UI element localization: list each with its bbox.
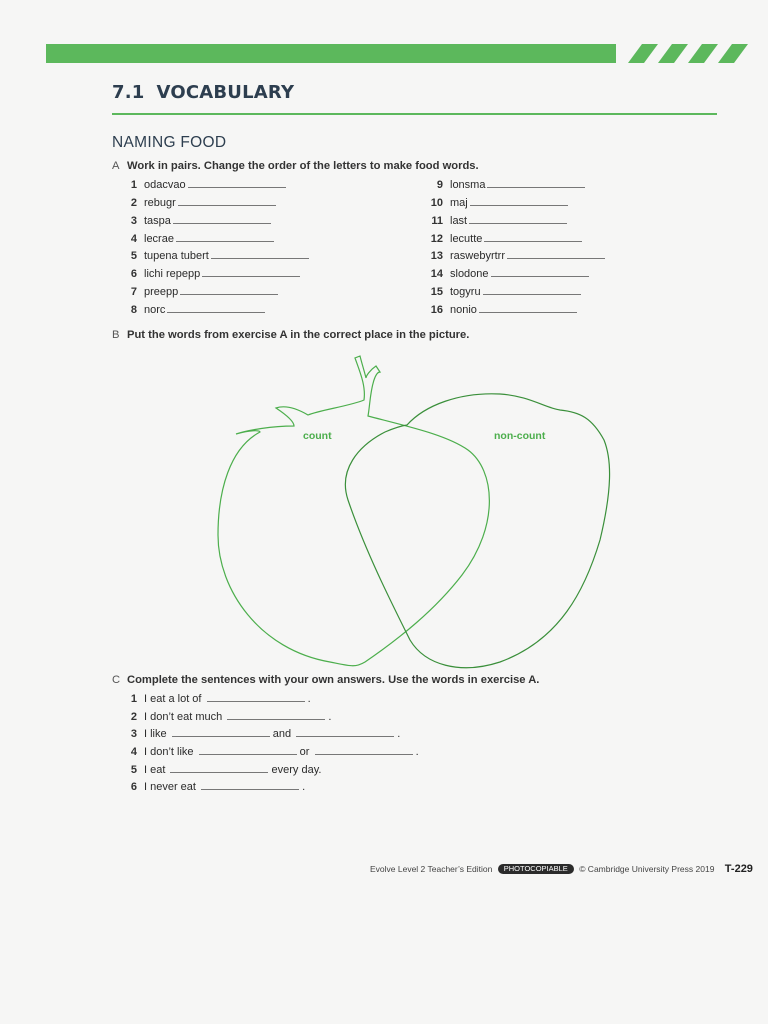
- list-item: [130, 285, 278, 299]
- list-item: [430, 303, 577, 317]
- count-fruit-outline: [218, 356, 489, 666]
- answer-blank[interactable]: [483, 285, 581, 295]
- sentence-text: I never eat: [144, 781, 196, 793]
- list-item: [431, 214, 567, 228]
- sentence-text: I eat: [144, 764, 166, 776]
- item-number: 6: [130, 268, 137, 280]
- sentence-end: every day.: [271, 764, 322, 776]
- item-number: 1: [130, 179, 137, 191]
- scrambled-word: maj: [450, 197, 468, 209]
- sentence-text: I like: [144, 728, 167, 740]
- answer-blank[interactable]: [176, 232, 274, 242]
- answer-blank[interactable]: [173, 214, 271, 224]
- answer-blank[interactable]: [227, 710, 325, 720]
- page-title: [112, 82, 294, 103]
- non-count-label: non-count: [494, 430, 546, 442]
- item-number: 3: [130, 728, 137, 740]
- answer-blank[interactable]: [315, 745, 413, 755]
- list-item: [130, 232, 274, 246]
- sentence-end: .: [307, 693, 311, 705]
- page-number: T-229: [724, 863, 753, 875]
- answer-blank[interactable]: [199, 745, 297, 755]
- edition-text: Evolve Level 2 Teacher’s Edition: [370, 864, 493, 874]
- venn-diagram: [200, 350, 630, 680]
- list-item: [436, 178, 585, 192]
- instruction-text: Put the words from exercise A in the correct place in the picture.: [127, 329, 470, 341]
- answer-blank[interactable]: [479, 303, 577, 313]
- sentence-end: .: [302, 781, 306, 793]
- sentence-item: [130, 745, 419, 759]
- item-number: 1: [130, 693, 137, 705]
- copyright-text: © Cambridge University Press 2019: [579, 864, 715, 874]
- non-count-fruit-outline: [345, 394, 609, 668]
- photocopiable-badge: PHOTOCOPIABLE: [498, 864, 574, 874]
- section-number: 7.1: [112, 82, 145, 103]
- item-number: 16: [430, 304, 443, 316]
- list-item: [430, 267, 589, 281]
- answer-blank[interactable]: [201, 780, 299, 790]
- instruction-text: Work in pairs. Change the order of the letters to make food words.: [127, 160, 479, 172]
- scrambled-word: norc: [144, 304, 166, 316]
- exercise-letter: B: [112, 329, 120, 341]
- answer-blank[interactable]: [296, 727, 394, 737]
- scrambled-word: tupena tubert: [144, 250, 209, 262]
- sentence-end: .: [328, 711, 332, 723]
- page-footer: [370, 862, 753, 876]
- scrambled-word: rebugr: [144, 197, 176, 209]
- list-item: [130, 249, 309, 263]
- item-number: 11: [431, 215, 443, 227]
- answer-blank[interactable]: [207, 692, 305, 702]
- sentence-connector: or: [299, 746, 310, 758]
- list-item: [130, 214, 271, 228]
- sentence-item: [130, 780, 306, 794]
- section-subtitle: NAMING FOOD: [112, 134, 227, 151]
- sentence-text: I don’t eat much: [144, 711, 223, 723]
- list-item: [430, 249, 605, 263]
- exercise-b-instruction: [112, 329, 469, 341]
- exercise-letter: A: [112, 160, 120, 172]
- scrambled-word: lichi repepp: [144, 268, 201, 280]
- scrambled-word: raswebyrtrr: [450, 250, 506, 262]
- scrambled-word: preepp: [144, 286, 179, 298]
- exercise-a-instruction: [112, 160, 479, 172]
- exercise-letter: C: [112, 674, 121, 686]
- item-number: 5: [130, 764, 137, 776]
- item-number: 4: [130, 746, 137, 758]
- sentence-item: [130, 710, 332, 724]
- answer-blank[interactable]: [211, 249, 309, 259]
- item-number: 13: [430, 250, 443, 262]
- item-number: 3: [130, 215, 137, 227]
- header-banner: [46, 44, 748, 63]
- scrambled-word: nonio: [450, 304, 477, 316]
- answer-blank[interactable]: [491, 267, 589, 277]
- scrambled-word: slodone: [450, 268, 489, 280]
- sentence-item: [130, 763, 322, 777]
- item-number: 2: [130, 197, 137, 209]
- count-label: count: [303, 430, 332, 442]
- sentence-item: [130, 692, 311, 706]
- exercise-c-instruction: [112, 674, 539, 686]
- list-item: [130, 196, 276, 210]
- list-item: [430, 196, 568, 210]
- answer-blank[interactable]: [487, 178, 585, 188]
- answer-blank[interactable]: [178, 196, 276, 206]
- answer-blank[interactable]: [172, 727, 270, 737]
- item-number: 9: [436, 179, 443, 191]
- item-number: 14: [430, 268, 443, 280]
- item-number: 8: [130, 304, 137, 316]
- section-title: VOCABULARY: [156, 82, 295, 103]
- answer-blank[interactable]: [469, 214, 567, 224]
- sentence-connector: and: [272, 728, 292, 740]
- sentence-end: .: [415, 746, 419, 758]
- sentence-item: [130, 727, 401, 741]
- scrambled-word: lonsma: [450, 179, 486, 191]
- answer-blank[interactable]: [484, 232, 582, 242]
- item-number: 2: [130, 711, 137, 723]
- scrambled-word: lecutte: [450, 233, 483, 245]
- list-item: [430, 232, 582, 246]
- item-number: 4: [130, 233, 137, 245]
- item-number: 6: [130, 781, 137, 793]
- answer-blank[interactable]: [507, 249, 605, 259]
- list-item: [130, 303, 265, 317]
- answer-blank[interactable]: [202, 267, 300, 277]
- title-divider: [112, 113, 717, 115]
- item-number: 7: [130, 286, 137, 298]
- scrambled-word: taspa: [144, 215, 171, 227]
- scrambled-word: togyru: [450, 286, 481, 298]
- instruction-text: Complete the sentences with your own answers. Use the words in exercise A.: [127, 674, 540, 686]
- answer-blank[interactable]: [188, 178, 286, 188]
- sentence-text: I don’t like: [144, 746, 194, 758]
- scrambled-word: odacvao: [144, 179, 186, 191]
- list-item: [430, 285, 581, 299]
- answer-blank[interactable]: [170, 763, 268, 773]
- sentence-end: .: [397, 728, 401, 740]
- answer-blank[interactable]: [167, 303, 265, 313]
- item-number: 12: [430, 233, 443, 245]
- scrambled-word: last: [450, 215, 468, 227]
- answer-blank[interactable]: [470, 196, 568, 206]
- list-item: [130, 267, 300, 281]
- answer-blank[interactable]: [180, 285, 278, 295]
- item-number: 5: [130, 250, 137, 262]
- sentence-text: I eat a lot of: [144, 693, 202, 705]
- scrambled-word: lecrae: [144, 233, 174, 245]
- item-number: 15: [430, 286, 443, 298]
- item-number: 10: [430, 197, 443, 209]
- list-item: [130, 178, 286, 192]
